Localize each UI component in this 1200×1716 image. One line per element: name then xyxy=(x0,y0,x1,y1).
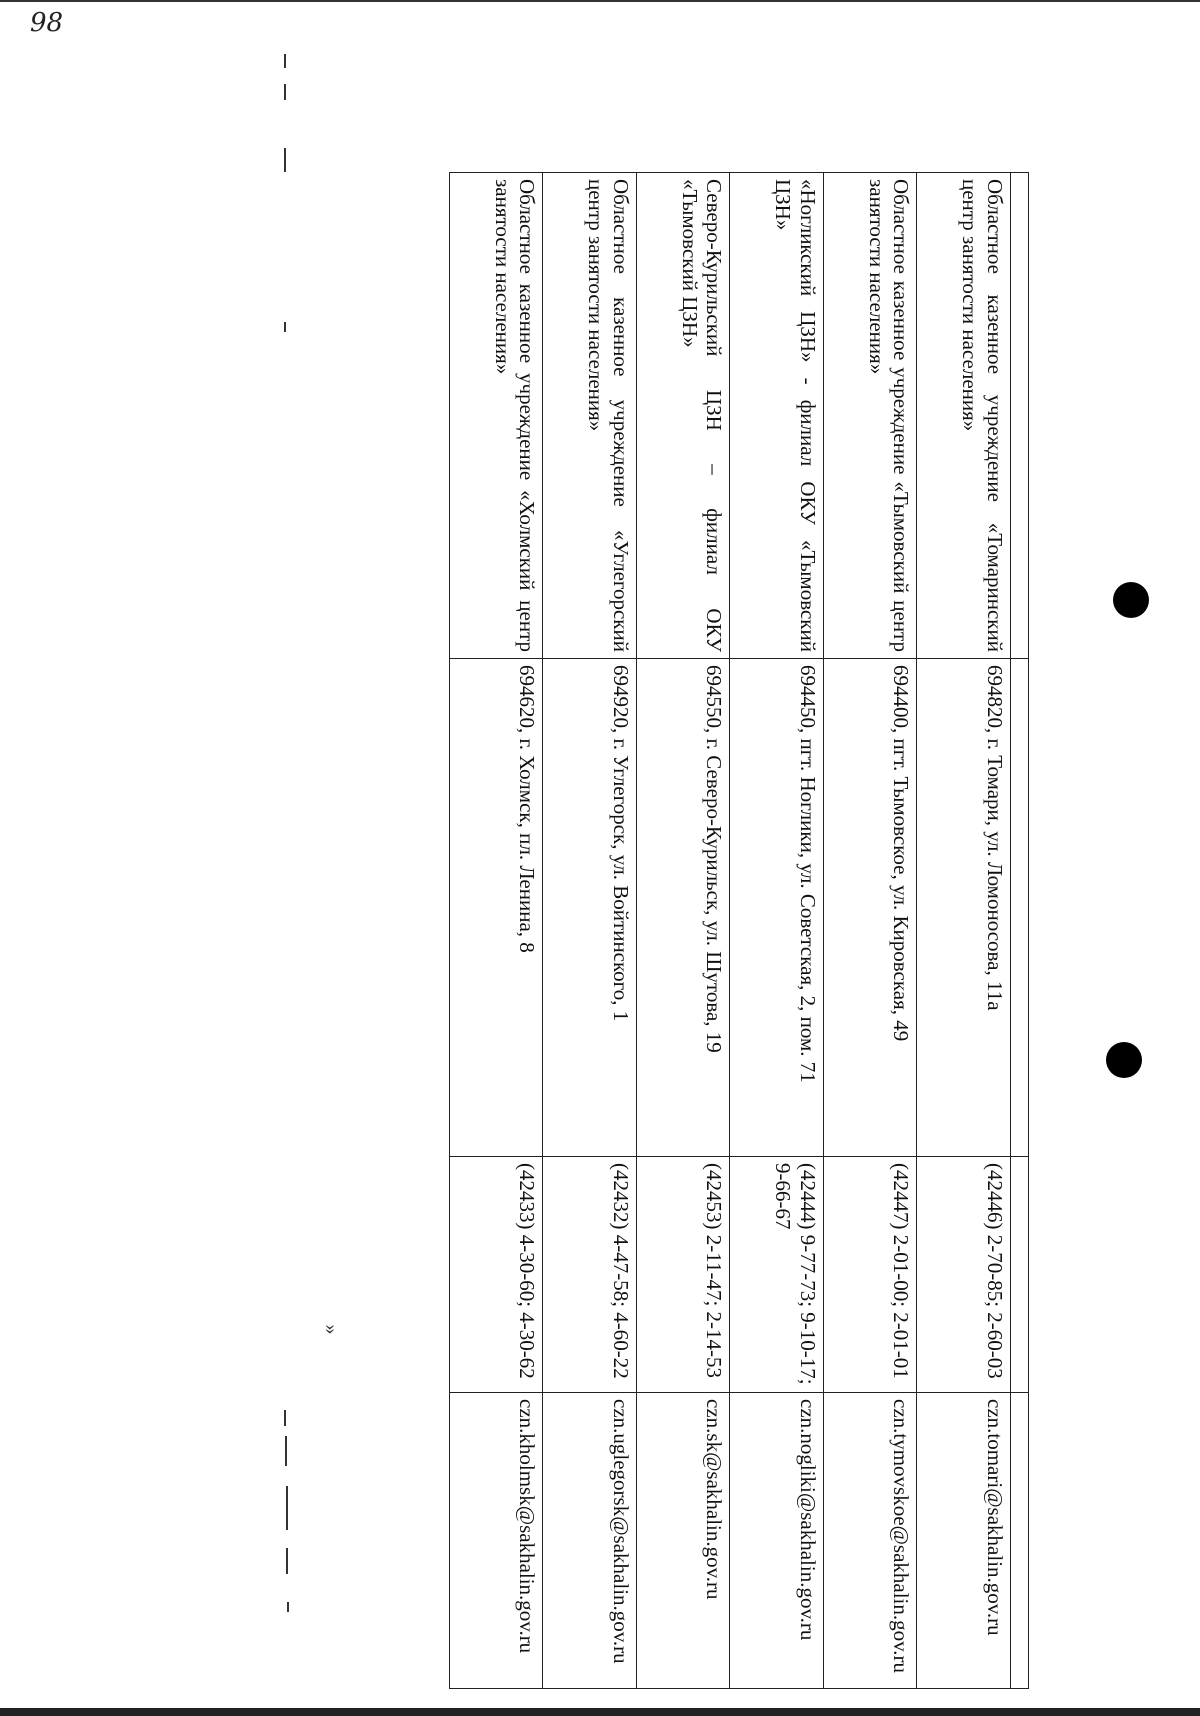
organization-cell: Северо-Курильский ЦЗН – филиал ОКУ «Тымовский ЦЗН» xyxy=(637,173,731,659)
margin-mark xyxy=(284,84,286,100)
phone-cell: (42444) 9-77-73; 9-10-17; 9-66-67 xyxy=(730,1157,824,1393)
table-row xyxy=(450,173,544,1689)
email-cell: czn.nogliki@sakhalin.gov.ru xyxy=(730,1393,824,1689)
margin-mark xyxy=(284,148,286,172)
scan-top-edge xyxy=(0,0,1200,2)
margin-mark xyxy=(286,1548,288,1574)
margin-mark xyxy=(284,1410,286,1426)
organization-cell: Областное казенное учреждение «Томаринский центр занятости населения» xyxy=(917,173,1011,659)
address-cell: 694400, пгт. Тымовское, ул. Кировская, 49 xyxy=(824,659,918,1157)
email-cell: czn.tymovskoe@sakhalin.gov.ru xyxy=(824,1393,918,1689)
handwritten-page-number: 98 xyxy=(30,8,64,38)
table-row xyxy=(824,173,918,1689)
address-cell: 694920, г. Углегорск, ул. Войтинского, 1 xyxy=(543,659,637,1157)
email-cell: czn.tomari@sakhalin.gov.ru xyxy=(917,1393,1011,1689)
margin-mark xyxy=(284,322,286,332)
margin-mark xyxy=(285,1436,287,1466)
phone-cell: (42446) 2-70-85; 2-60-03 xyxy=(917,1157,1011,1393)
organization-cell: «Ногликский ЦЗН» - филиал ОКУ «Тымовский ЦЗН» xyxy=(730,173,824,659)
stray-quote-mark: » xyxy=(320,1324,343,1335)
phone-cell: (42453) 2-11-47; 2-14-53 xyxy=(637,1157,731,1393)
punch-hole xyxy=(1113,582,1149,618)
email-cell: czn.sk@sakhalin.gov.ru xyxy=(637,1393,731,1689)
margin-mark xyxy=(287,1602,289,1612)
employment-centers-table xyxy=(449,172,1029,1689)
organization-cell: Областное казенное учреждение «Углегорский центр занятости населения» xyxy=(543,173,637,659)
table-row xyxy=(637,173,731,1689)
margin-mark xyxy=(284,54,286,68)
table-row xyxy=(730,173,824,1689)
table-row xyxy=(917,173,1011,1689)
phone-cell: (42432) 4-47-58; 4-60-22 xyxy=(543,1157,637,1393)
email-cell: czn.kholmsk@sakhalin.gov.ru xyxy=(450,1393,544,1689)
address-cell: 694820, г. Томари, ул. Ломоносова, 11а xyxy=(917,659,1011,1157)
email-cell: czn.uglegorsk@sakhalin.gov.ru xyxy=(543,1393,637,1689)
phone-cell: (42433) 4-30-60; 4-30-62 xyxy=(450,1157,544,1393)
address-cell: 694620, г. Холмск, пл. Ленина, 8 xyxy=(450,659,544,1157)
margin-mark xyxy=(286,1486,288,1530)
scan-bottom-edge xyxy=(0,1708,1200,1716)
phone-cell: (42447) 2-01-00; 2-01-01 xyxy=(824,1157,918,1393)
organization-cell: Областное казенное учреждение «Холмский центр занятости населения» xyxy=(450,173,544,659)
table-row xyxy=(543,173,637,1689)
address-cell: 694450, пгт. Ноглики, ул. Советская, 2, пом. 71 xyxy=(730,659,824,1157)
address-cell: 694550, г. Северо-Курильск, ул. Шутова, 19 xyxy=(637,659,731,1157)
table-top-blank-row xyxy=(1011,173,1029,1689)
rotated-table-wrapper xyxy=(449,172,1029,1688)
organization-cell: Областное казенное учреждение «Тымовский центр занятости населения» xyxy=(824,173,918,659)
punch-hole xyxy=(1106,1042,1142,1078)
